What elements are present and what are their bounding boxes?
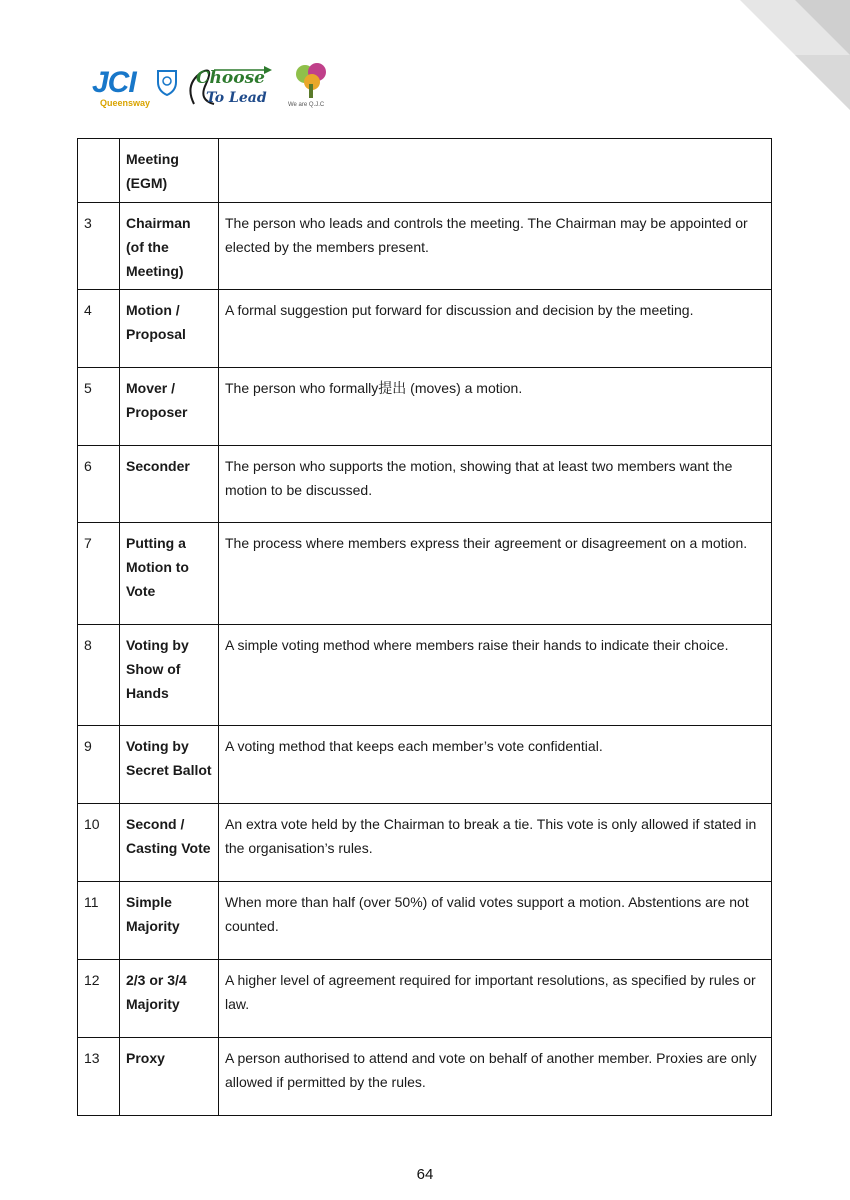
- row-term: 2/3 or 3/4 Majority: [120, 960, 219, 1038]
- row-term: Second / Casting Vote: [120, 804, 219, 882]
- choose-logo-line2: To Lead: [206, 90, 267, 106]
- glossary-row: [78, 625, 772, 726]
- glossary-row: [78, 804, 772, 882]
- row-definition: A person authorised to attend and vote on behalf of another member. Proxies are only allowed if permitted by the rules.: [219, 1038, 772, 1116]
- row-term: Voting by Show of Hands: [120, 625, 219, 726]
- row-number: 9: [78, 726, 120, 804]
- row-number: 4: [78, 290, 120, 368]
- row-definition: A simple voting method where members raise their hands to indicate their choice.: [219, 625, 772, 726]
- glossary-row: [78, 523, 772, 625]
- row-definition: The person who leads and controls the meeting. The Chairman may be appointed or elected by the members present.: [219, 203, 772, 290]
- row-number: 6: [78, 446, 120, 523]
- row-number: 5: [78, 368, 120, 446]
- row-definition: The process where members express their agreement or disagreement on a motion.: [219, 523, 772, 625]
- row-number: 11: [78, 882, 120, 960]
- row-definition: A voting method that keeps each member’s vote confidential.: [219, 726, 772, 804]
- glossary-row: [78, 726, 772, 804]
- row-definition: An extra vote held by the Chairman to break a tie. This vote is only allowed if stated in the organisation’s rules.: [219, 804, 772, 882]
- page-number: 64: [416, 1166, 434, 1183]
- glossary-body: [78, 139, 772, 1116]
- choose-logo-line1: Choose: [196, 68, 265, 88]
- row-definition: [219, 139, 772, 203]
- row-term: Voting by Secret Ballot: [120, 726, 219, 804]
- row-definition: A higher level of agreement required for important resolutions, as specified by rules or law.: [219, 960, 772, 1038]
- row-number: 12: [78, 960, 120, 1038]
- row-number: 3: [78, 203, 120, 290]
- jci-logo: JCI: [92, 66, 136, 99]
- page-corner-decoration: [740, 0, 850, 110]
- glossary-row: [78, 368, 772, 446]
- glossary-row: [78, 290, 772, 368]
- row-number: 7: [78, 523, 120, 625]
- row-number: 10: [78, 804, 120, 882]
- glossary-row: [78, 446, 772, 523]
- glossary-table: [77, 138, 772, 1116]
- glossary-row: [78, 960, 772, 1038]
- row-term: Seconder: [120, 446, 219, 523]
- row-definition: The person who formally提出 (moves) a motion.: [219, 368, 772, 446]
- qjc-logo-caption: We are Q.J.C: [288, 102, 325, 108]
- row-definition: The person who supports the motion, showing that at least two members want the motion to be discussed.: [219, 446, 772, 523]
- jci-logo-subtitle: Queensway: [100, 98, 151, 108]
- row-term: Proxy: [120, 1038, 219, 1116]
- glossary-row: [78, 139, 772, 203]
- row-number: 8: [78, 625, 120, 726]
- glossary-row: [78, 882, 772, 960]
- row-term: Putting a Motion to Vote: [120, 523, 219, 625]
- glossary-row: [78, 203, 772, 290]
- row-term: Motion / Proposal: [120, 290, 219, 368]
- row-number: [78, 139, 120, 203]
- header-logos: [88, 62, 338, 114]
- jci-shield-icon: [156, 68, 178, 96]
- row-term: Meeting (EGM): [120, 139, 219, 203]
- glossary-row: [78, 1038, 772, 1116]
- row-definition: A formal suggestion put forward for discussion and decision by the meeting.: [219, 290, 772, 368]
- row-term: Chairman (of the Meeting): [120, 203, 219, 290]
- row-definition: When more than half (over 50%) of valid votes support a motion. Abstentions are not counted.: [219, 882, 772, 960]
- row-term: Simple Majority: [120, 882, 219, 960]
- qjc-tree-icon: [288, 62, 334, 102]
- row-term: Mover / Proposer: [120, 368, 219, 446]
- row-number: 13: [78, 1038, 120, 1116]
